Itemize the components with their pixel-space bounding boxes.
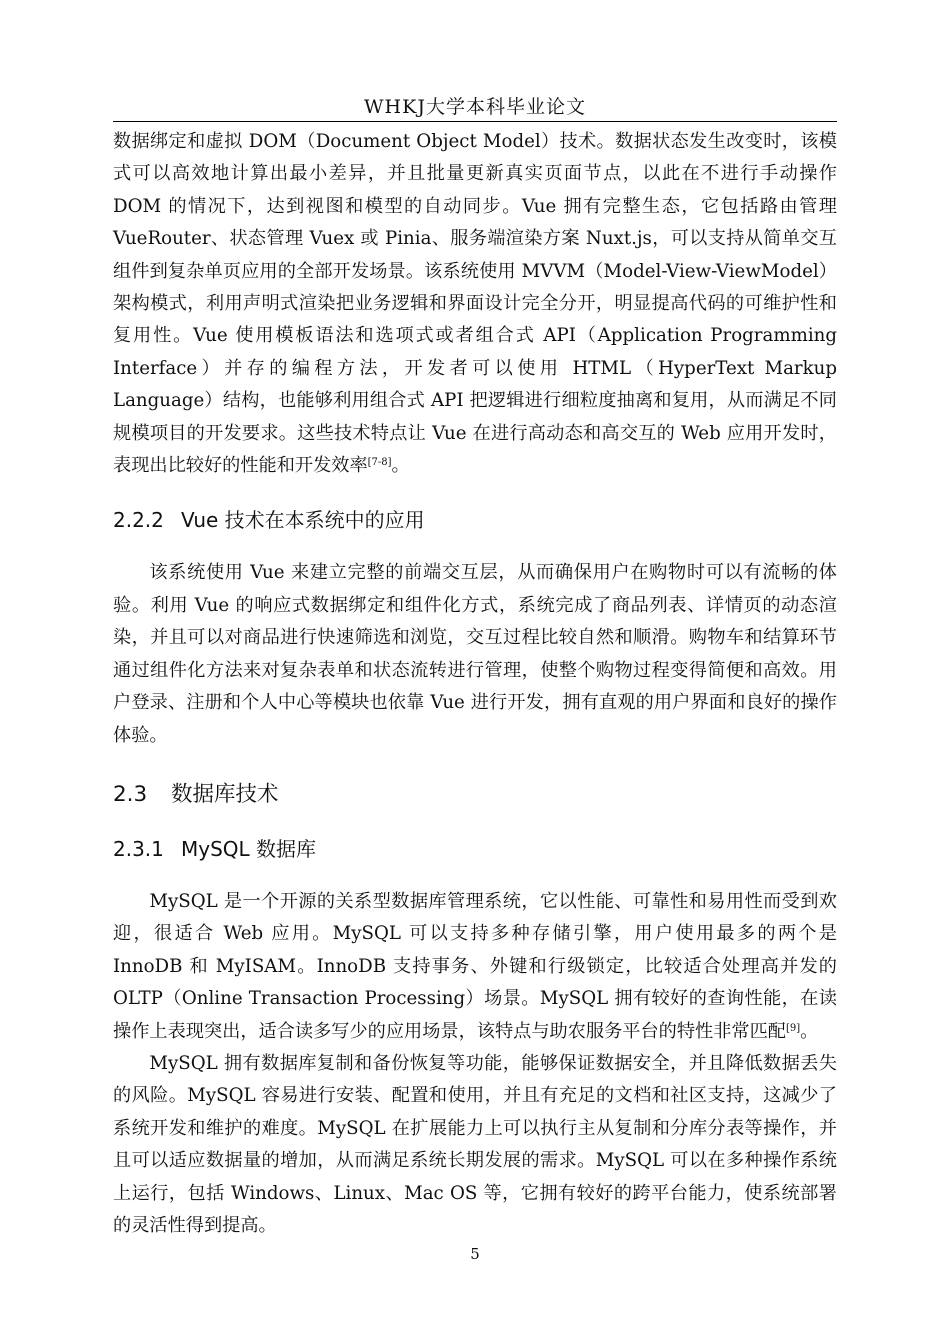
running-header: WHKJ大学本科毕业论文: [364, 96, 586, 118]
section-heading-2-3: [113, 779, 837, 811]
citation: [7-8]: [367, 457, 392, 469]
section-number: 2.2.2: [113, 508, 164, 533]
section-number: 2.3.1: [113, 836, 164, 861]
paragraph-end: 。: [391, 455, 410, 477]
citation: [9]: [785, 1022, 801, 1034]
paragraph-text: 该系统使用 Vue 来建立完整的前端交互层，从而确保用户在购物时可以有流畅的体验。利用 Vue 的响应式数据绑定和组件化方式，系统完成了商品列表、详情页的动态渲染，并且可以对商品进行快速筛选和浏览，交互过程比较自然和顺滑。购物车和结算环节通过组件化方法来对复杂表单和状态流转进行管理，使整个购物过程变得简便和高效。用户登录、注册和个人中心等模块也依靠 Vue 进行开发，拥有直观的用户界面和良好的操作体验。: [113, 562, 837, 746]
header-rule: [113, 121, 837, 122]
section-title: MySQL 数据库: [181, 836, 317, 861]
paragraph-vue-intro-continued: [113, 126, 837, 482]
section-number: 2.3: [113, 781, 148, 807]
paragraph-text: MySQL 是一个开源的关系型数据库管理系统，它以性能、可靠性和易用性而受到欢迎，很适合 Web 应用。MySQL 可以支持多种存储引擎，用户使用最多的两个是 InnoDB 和 MyISAM。InnoDB 支持事务、外键和行级锁定，比较适合处理高并发的 OLTP（Online Transaction Processing）场景。MySQL 拥有较好的查询性能，在读操作上表现突出，适合读多写少的应用场景，该特点与助农服务平台的特性非常匹配: [113, 890, 837, 1042]
section-title: 数据库技术: [171, 781, 279, 807]
paragraph-vue-application: [113, 557, 837, 751]
section-heading-2-3-1: [113, 834, 837, 864]
page-content: [113, 126, 837, 1242]
paragraph-end: 。: [800, 1020, 819, 1042]
page-number: 5: [470, 1245, 480, 1263]
section-heading-2-2-2: [113, 505, 837, 535]
section-title: Vue 技术在本系统中的应用: [181, 508, 425, 533]
paragraph-text: 数据绑定和虚拟 DOM（Document Object Model）技术。数据状态发生改变时，该模式可以高效地计算出最小差异，并且批量更新真实页面节点，以此在不进行手动操作 DOM 的情况下，达到视图和模型的自动同步。Vue 拥有完整生态，它包括路由管理 VueRouter、状态管理 Vuex 或 Pinia、服务端渲染方案 Nuxt.js，可以支持从简单交互组件到复杂单页应用的全部开发场景。该系统使用 MVVM（Model-View-ViewModel）架构模式，利用声明式渲染把业务逻辑和界面设计完全分开，明显提高代码的可维护性和复用性。Vue 使用模板语法和选项式或者组合式 API（Application Programming Interface）并存的编程方法，开发者可以使用 HTML（HyperText Markup Language）结构，也能够利用组合式 API 把逻辑进行细粒度抽离和复用，从而满足不同规模项目的开发要求。这些技术特点让 Vue 在进行高动态和高交互的 Web 应用开发时，表现出比较好的性能和开发效率: [113, 131, 837, 477]
paragraph-mysql-intro: [113, 886, 837, 1048]
paragraph-mysql-features: [113, 1048, 837, 1242]
paragraph-text: MySQL 拥有数据库复制和备份恢复等功能，能够保证数据安全，并且降低数据丢失的风险。MySQL 容易进行安装、配置和使用，并且有充足的文档和社区支持，这减少了系统开发和维护的难度。MySQL 在扩展能力上可以执行主从复制和分库分表等操作，并且可以适应数据量的增加，从而满足系统长期发展的需求。MySQL 可以在多种操作系统上运行，包括 Windows、Linux、Mac OS 等，它拥有较好的跨平台能力，使系统部署的灵活性得到提高。: [113, 1052, 837, 1236]
